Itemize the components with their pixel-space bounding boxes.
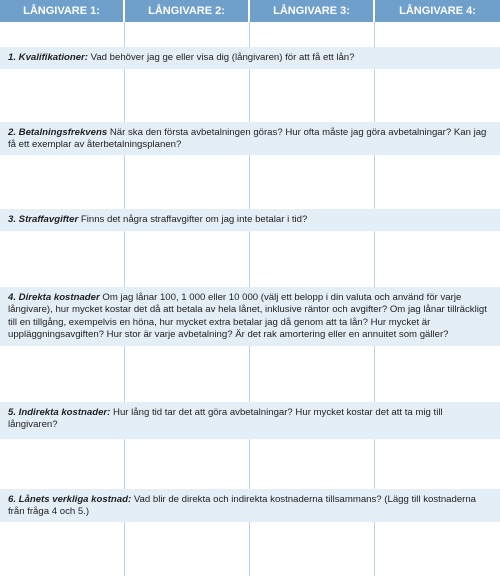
answer-cell[interactable]	[375, 346, 500, 402]
question-3-title: 3. Straffavgifter	[8, 214, 79, 225]
answer-cell[interactable]	[250, 231, 375, 287]
question-2	[0, 122, 500, 155]
question-3	[0, 209, 500, 231]
question-4	[0, 287, 500, 346]
answer-row-3	[0, 231, 500, 287]
lender-header-row	[0, 0, 500, 22]
answer-cell[interactable]	[250, 346, 375, 402]
question-2-text: När ska den första avbetalningen göras? Hur ofta måste jag göra avbetalningar? Kan jag få ett exemplar av återbetalningsplanen?	[8, 127, 487, 151]
question-5	[0, 402, 500, 439]
answer-cell[interactable]	[0, 522, 125, 576]
answer-cell[interactable]	[125, 155, 250, 209]
answer-cell[interactable]	[250, 522, 375, 576]
answer-cell[interactable]	[125, 346, 250, 402]
answer-cell[interactable]	[250, 439, 375, 489]
lender-1-header: LÅNGIVARE 1:	[0, 0, 125, 22]
question-6-title: 6. Lånets verkliga kostnad:	[8, 494, 132, 505]
answer-cell[interactable]	[0, 439, 125, 489]
question-5-title: 5. Indirekta kostnader:	[8, 407, 111, 418]
answer-cell[interactable]	[375, 522, 500, 576]
answer-cell[interactable]	[0, 231, 125, 287]
answer-cell[interactable]	[125, 231, 250, 287]
question-1-text: Vad behöver jag ge eller visa dig (långivaren) för att få ett lån?	[87, 52, 355, 63]
answer-cell[interactable]	[375, 155, 500, 209]
lender-2-header: LÅNGIVARE 2:	[125, 0, 250, 22]
question-4-text: Om jag lånar 100, 1 000 eller 10 000 (välj ett belopp i din valuta och använd för varje långivare), hur mycket kostar det då att betala av hela lånet, inklusive räntor och avgifter? Om jag lånar tillräckligt till en tillgång, exempelvis en höna, hur mycket extra betalar jag då genom att ta lån? Hur mycket är uppläggningsavgiften? Hur stor är varje avbetalning? Är det rak amortering eller en annuitet som gäller?	[8, 292, 487, 341]
answer-cell[interactable]	[0, 155, 125, 209]
answer-row-top	[0, 22, 500, 47]
lender-3-header: LÅNGIVARE 3:	[250, 0, 375, 22]
answer-cell[interactable]	[125, 522, 250, 576]
answer-row-6	[0, 522, 500, 576]
question-2-title: 2. Betalningsfrekvens	[8, 127, 108, 138]
question-5-text: Hur lång tid tar det att göra avbetalningar? Hur mycket kostar det att ta mig till långivaren?	[8, 407, 443, 431]
answer-cell[interactable]	[375, 69, 500, 122]
lender-4-header: LÅNGIVARE 4:	[399, 5, 476, 17]
answer-row-2	[0, 155, 500, 209]
answer-cell[interactable]	[250, 22, 375, 47]
answer-row-5	[0, 439, 500, 489]
answer-cell[interactable]	[375, 439, 500, 489]
answer-row-1	[0, 69, 500, 122]
answer-cell[interactable]	[125, 22, 250, 47]
question-6-text: Vad blir de direkta och indirekta kostnaderna tillsammans? (Lägg till kostnaderna från fråga 4 och 5.)	[8, 494, 477, 518]
answer-cell[interactable]	[250, 155, 375, 209]
answer-cell[interactable]	[250, 69, 375, 122]
answer-cell[interactable]	[375, 231, 500, 287]
answer-cell[interactable]	[0, 69, 125, 122]
answer-cell[interactable]	[125, 439, 250, 489]
question-1-title: 1. Kvalifikationer:	[8, 52, 88, 63]
question-6	[0, 489, 500, 522]
answer-cell[interactable]	[0, 346, 125, 402]
question-4-title: 4. Direkta kostnader	[8, 292, 100, 303]
question-1	[0, 47, 500, 69]
answer-row-4	[0, 346, 500, 402]
answer-cell[interactable]	[0, 22, 125, 47]
question-3-text: Finns det några straffavgifter om jag inte betalar i tid?	[78, 214, 308, 225]
answer-cell[interactable]	[125, 69, 250, 122]
answer-cell[interactable]	[375, 22, 500, 47]
